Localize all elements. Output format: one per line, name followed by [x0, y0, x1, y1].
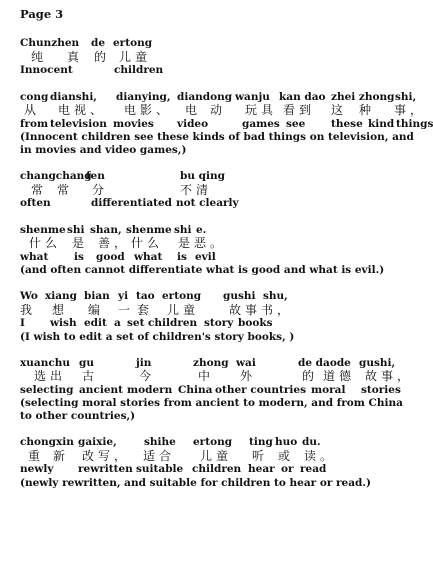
- hanzi-word: 套: [137, 302, 154, 317]
- pinyin-word: xiang: [45, 290, 78, 302]
- pinyin-word: dianshi,: [50, 90, 97, 103]
- pinyin-word: de daode: [298, 356, 351, 369]
- english-word: ancient: [79, 383, 123, 396]
- verse-block-moral-stories: [20, 357, 417, 424]
- hanzi-word: 中: [198, 369, 215, 383]
- hanzi-word: 编: [88, 302, 105, 317]
- hanzi-word: 分: [92, 182, 109, 197]
- verse-block-good-evil: [20, 224, 417, 278]
- hanzi-word: 一: [118, 302, 135, 317]
- hanzi-word: 的: [94, 49, 111, 64]
- english-word: things: [396, 117, 433, 130]
- translation-text: (newly rewritten, and suitable for children to hear or read.): [20, 476, 371, 489]
- pinyin-word: xuanchu: [20, 356, 70, 369]
- pinyin-word: bu qing: [180, 170, 225, 182]
- pinyin-word: gushi,: [359, 356, 396, 369]
- english-word: from: [20, 117, 49, 130]
- hanzi-word: 种: [359, 103, 376, 117]
- pinyin-word: shi,: [395, 90, 417, 103]
- pinyin-line: [20, 37, 417, 51]
- pinyin-line: [20, 170, 417, 184]
- translation-text: (and often cannot differentiate what is good and what is evil.): [20, 264, 385, 276]
- hanzi-line: [20, 304, 417, 318]
- hanzi-word: 这: [331, 103, 348, 117]
- pinyin-word: wanju: [235, 90, 270, 103]
- pinyin-word: zhei zhong: [331, 90, 395, 103]
- hanzi-word: 纯: [31, 49, 48, 64]
- pinyin-word: de: [91, 37, 106, 49]
- verse-block-rewritten: [20, 436, 417, 490]
- english-word: movies: [113, 117, 154, 130]
- hanzi-line: [20, 237, 417, 251]
- pinyin-word: wai: [236, 356, 256, 369]
- translation-text: (selecting moral stories from ancient to modern, and from China to other countries,): [20, 397, 403, 422]
- english-word: what: [134, 250, 163, 263]
- pinyin-word: shan,: [90, 223, 122, 236]
- pinyin-word: zhong: [193, 356, 229, 369]
- pinyin-word: chongxin: [20, 436, 74, 448]
- english-word: modern: [127, 383, 173, 396]
- hanzi-word: 古: [82, 369, 99, 383]
- pinyin-word: dianying,: [116, 90, 171, 103]
- pinyin-word: shenme: [20, 223, 66, 236]
- english-line: [20, 251, 417, 265]
- english-line: [20, 197, 417, 211]
- hanzi-word: 适合: [143, 448, 176, 463]
- english-word: evil: [195, 250, 216, 263]
- hanzi-word: 是恶。: [178, 236, 227, 250]
- hanzi-word: 道德: [323, 369, 356, 383]
- hanzi-word: 什么: [29, 236, 62, 250]
- pinyin-word: ertong: [162, 290, 202, 302]
- pinyin-word: gu: [79, 356, 94, 369]
- pinyin-word: changchang: [20, 170, 92, 182]
- pinyin-word: shi: [174, 223, 192, 236]
- english-word: story: [204, 317, 234, 329]
- hanzi-line: [20, 51, 417, 65]
- pinyin-word: shenme: [126, 223, 172, 236]
- pinyin-word: kan dao: [279, 90, 326, 103]
- hanzi-line: [20, 370, 417, 384]
- english-word: other countries: [215, 383, 306, 396]
- english-word: good: [96, 250, 125, 263]
- english-word: suitable: [136, 463, 184, 475]
- pinyin-word: jin: [136, 356, 152, 369]
- english-word: not clearly: [176, 197, 239, 209]
- english-word: moral: [311, 383, 346, 396]
- hanzi-word: 电视、: [58, 103, 107, 117]
- english-word: wish: [50, 317, 77, 329]
- english-word: books: [238, 317, 273, 329]
- pinyin-line: [20, 91, 417, 105]
- english-word: read: [300, 463, 327, 475]
- hanzi-word: 我: [20, 302, 37, 317]
- english-word: or: [281, 463, 294, 475]
- pinyin-word: ertong: [113, 37, 153, 49]
- english-word: television: [50, 117, 107, 130]
- english-word: these: [331, 117, 363, 130]
- verse-block-differentiate: [20, 170, 417, 211]
- hanzi-word: 动: [210, 103, 227, 117]
- hanzi-word: 读。: [304, 448, 337, 463]
- pinyin-word: gushi: [223, 290, 256, 302]
- english-word: hear: [248, 463, 275, 475]
- pinyin-word: ertong: [193, 436, 233, 448]
- verse-block-television: [20, 90, 433, 158]
- translation-text: (Innocent children see these kinds of bad things on television, and in movies and video games,): [20, 131, 414, 156]
- pinyin-word: huo: [275, 436, 298, 448]
- english-word: stories: [361, 383, 401, 396]
- english-word: newly: [20, 463, 54, 475]
- pinyin-line: [20, 436, 417, 450]
- hanzi-word: 什么: [131, 236, 164, 250]
- pinyin-word: shihe: [144, 436, 176, 448]
- english-word: children: [114, 64, 164, 76]
- english-line: [20, 463, 417, 477]
- english-word: differentiated: [91, 197, 172, 209]
- hanzi-line: [20, 103, 427, 118]
- pinyin-word: diandong: [177, 90, 233, 103]
- english-word: is: [74, 250, 84, 263]
- english-word: kind: [368, 117, 395, 130]
- hanzi-word: 不清: [180, 182, 213, 197]
- english-line: [20, 317, 417, 331]
- english-word: I: [20, 317, 25, 329]
- hanzi-word: 想: [52, 302, 69, 317]
- pinyin-word: Wo: [20, 290, 38, 302]
- pinyin-word: Chunzhen: [20, 37, 80, 49]
- hanzi-word: 常: [57, 182, 74, 197]
- pinyin-word: yi: [118, 290, 129, 302]
- pinyin-word: gaixie,: [78, 436, 117, 448]
- english-word: video: [177, 117, 209, 130]
- english-word: edit: [84, 317, 107, 329]
- pinyin-word: cong: [20, 90, 49, 103]
- english-word: rewritten: [78, 463, 133, 475]
- hanzi-word: 从: [24, 103, 41, 117]
- pinyin-word: shu,: [263, 290, 288, 302]
- hanzi-word: 故事，: [365, 369, 414, 383]
- hanzi-word: 善，: [98, 236, 131, 250]
- hanzi-word: 改写，: [82, 448, 131, 463]
- english-word: often: [20, 197, 51, 209]
- english-word: selecting: [20, 383, 74, 396]
- pinyin-line: [20, 290, 417, 304]
- hanzi-word: 儿童: [119, 49, 152, 64]
- hanzi-word: 玩具: [245, 103, 278, 117]
- pinyin-word: bian: [84, 290, 110, 302]
- pinyin-word: e.: [196, 223, 207, 236]
- hanzi-line: [20, 450, 417, 464]
- page-number: Page 3: [20, 7, 64, 21]
- verse-block-innocent-children: [20, 37, 417, 78]
- english-word: China: [178, 383, 213, 396]
- hanzi-word: 儿童: [200, 448, 233, 463]
- translation-text: (I wish to edit a set of children's story books, ): [20, 330, 295, 343]
- verse-block-story-books: [20, 290, 417, 344]
- pinyin-line: [20, 224, 417, 238]
- english-word: is: [177, 250, 187, 263]
- hanzi-word: 选出: [34, 369, 67, 383]
- hanzi-word: 故事书，: [229, 302, 294, 317]
- hanzi-word: 新: [53, 448, 70, 463]
- pinyin-word: du.: [302, 436, 321, 448]
- english-word: children: [148, 317, 198, 329]
- pinyin-word: fen: [86, 170, 105, 182]
- hanzi-word: 重: [28, 448, 45, 463]
- hanzi-word: 事，: [394, 103, 427, 117]
- hanzi-word: 外: [240, 369, 257, 383]
- english-word: see: [286, 117, 306, 130]
- hanzi-word: 的: [302, 369, 319, 383]
- hanzi-word: 常: [31, 182, 48, 197]
- hanzi-word: 今: [139, 369, 156, 383]
- hanzi-line: [20, 184, 417, 198]
- english-word: games: [242, 117, 280, 130]
- hanzi-word: 真: [67, 49, 84, 64]
- hanzi-word: 是: [72, 236, 89, 250]
- hanzi-word: 听: [252, 448, 269, 463]
- hanzi-word: 儿童: [167, 302, 200, 317]
- english-word: what: [20, 250, 49, 263]
- pinyin-word: tao: [136, 290, 155, 302]
- english-line: [20, 64, 417, 78]
- english-word: Innocent: [20, 64, 73, 76]
- english-word: a: [114, 317, 121, 329]
- hanzi-word: 看到: [283, 103, 316, 117]
- hanzi-word: 电影、: [124, 103, 173, 117]
- pinyin-word: shi: [67, 223, 85, 236]
- hanzi-word: 电: [185, 103, 202, 117]
- pinyin-line: [20, 357, 417, 371]
- pinyin-word: ting: [249, 436, 273, 448]
- english-word: set: [127, 317, 145, 329]
- hanzi-word: 或: [278, 448, 295, 463]
- english-line: [20, 117, 433, 132]
- english-word: children: [192, 463, 242, 475]
- english-line: [20, 384, 417, 398]
